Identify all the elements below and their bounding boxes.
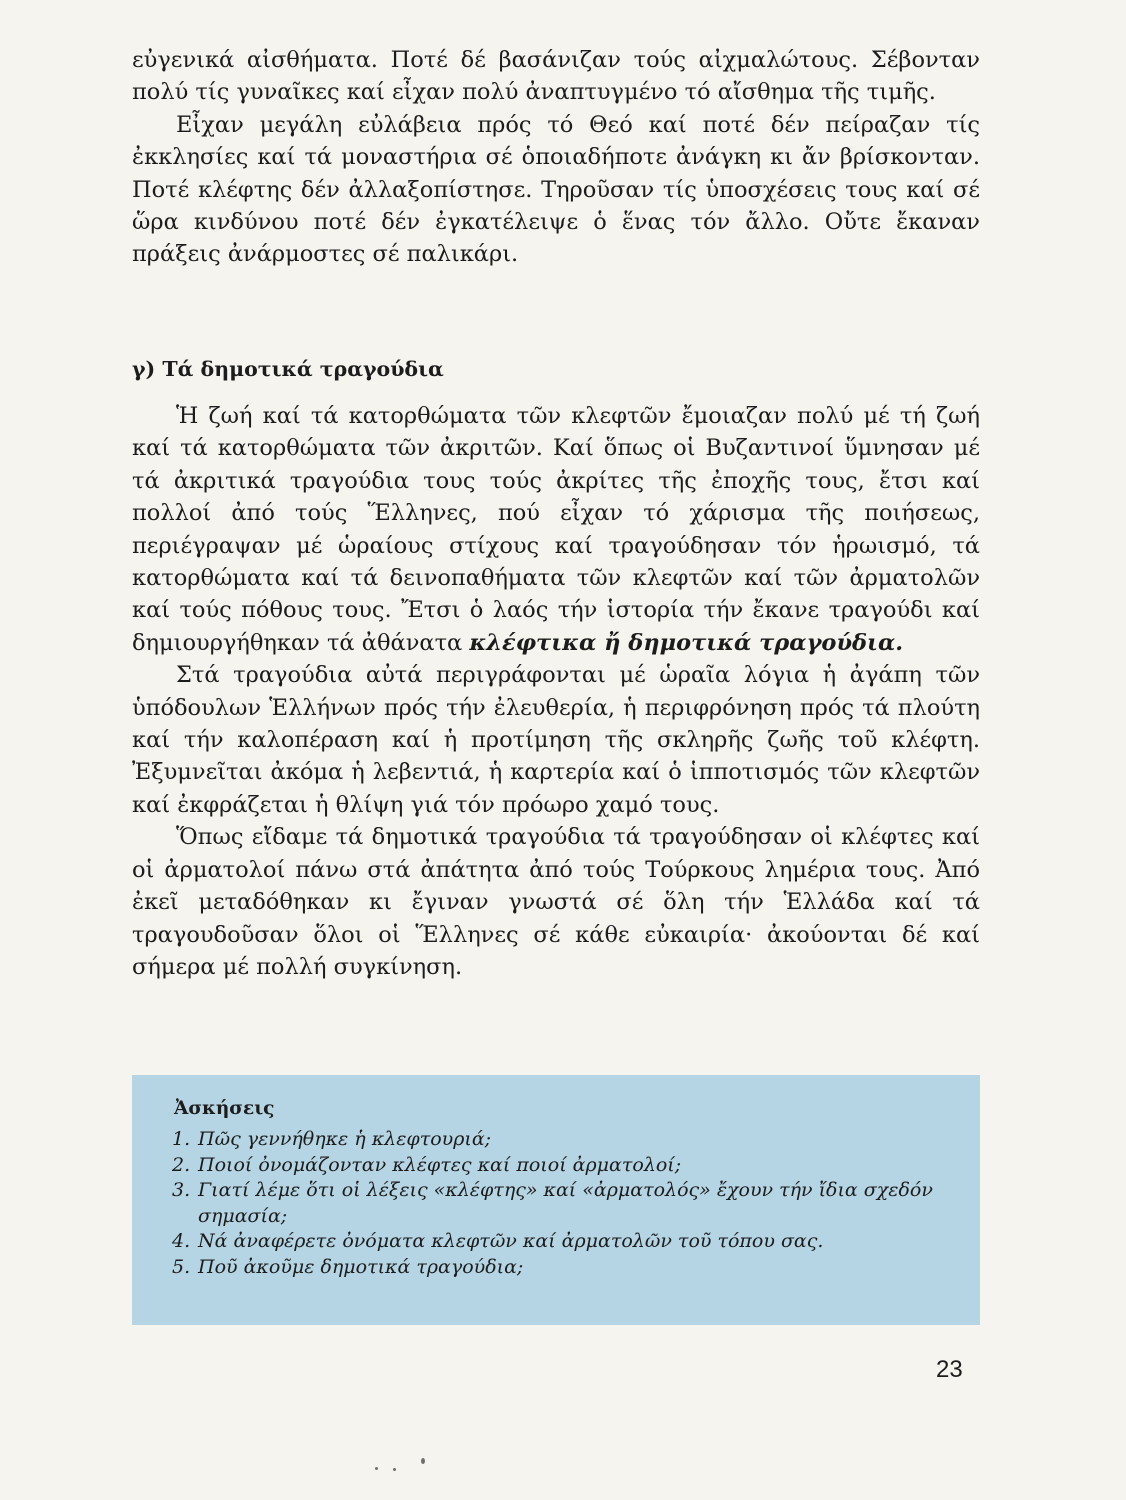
intro-paragraph: Εἶχαν μεγάλη εὐλάβεια πρός τό Θεό καί ποτέ δέν πείραζαν τίς ἐκκλησίες καί τά μοναστήρια σέ ὁποιαδήποτε ἀνάγκη κι ἄν βρίσκονταν. Ποτέ κλέφτης δέν ἀλλαξοπίστησε. Τηροῦσαν τίς ὑποσχέσεις τους καί σέ ὥρα κινδύνου ποτέ δέν ἐγκατέλειψε ὁ ἕνας τόν ἄλλο. Οὔτε ἔκαναν πράξεις ἀνάρμοστες σέ παλικάρι. [132,111,980,268]
exercise-text: Γιατί λέμε ὅτι οἱ λέξεις «κλέφτης» καί «ἀρματολός» ἔχουν τήν ἴδια σχεδόν σημασία; [198,1179,933,1227]
exercise-number: 2. [172,1153,191,1176]
page-number: 23 [936,1356,963,1383]
exercise-text: Πῶς γεννήθηκε ἡ κλεφτουριά; [198,1128,492,1150]
exercise-list [172,1127,962,1280]
print-speck [421,1458,425,1464]
section-paragraph [132,400,980,659]
section-paragraph: Στά τραγούδια αὐτά περιγράφονται μέ ὡραῖα λόγια ἡ ἀγάπη τῶν ὑπόδουλων Ἑλλήνων πρός τήν ἐλευθερία, ἡ περιφρόνηση πρός τά πλούτη καί τήν καλοπέραση καί ἡ προτίμηση τῆς σκληρῆς ζωῆς τοῦ κλέφτη. Ἐξυμνεῖται ἀκόμα ἡ λεβεντιά, ἡ καρτερία καί ὁ ἱπποτισμός τῶν κλεφτῶν καί ἐκφράζεται ἡ θλίψη γιά τόν πρόωρο χαμό τους. [132,662,980,818]
intro-paragraph: εὐγενικά αἰσθήματα. Ποτέ δέ βασάνιζαν τούς αἰχμαλώτους. Σέβονταν πολύ τίς γυναῖκες καί εἶχαν πολύ ἀναπτυγμένο τό αἴσθημα τῆς τιμῆς. [132,47,980,106]
exercise-item [172,1127,962,1153]
section-text [132,400,980,983]
print-speck [375,1467,378,1470]
exercise-number: 5. [172,1255,191,1278]
section-paragraph: Ὅπως εἴδαμε τά δημοτικά τραγούδια τά τραγούδησαν οἱ κλέφτες καί οἱ ἀρματολοί πάνω στά ἀπάτητα ἀπό τούς Τούρκους λημέρια τους. Ἀπό ἐκεῖ μεταδόθηκαν κι ἔγιναν γνωστά σέ ὅλη τήν Ἑλλάδα καί τά τραγουδοῦσαν ὅλοι οἱ Ἕλληνες σέ κάθε εὐκαιρία· ἀκούονται δέ καί σήμερα μέ πολλή συγκίνηση. [132,824,980,980]
exercise-item [172,1255,962,1281]
section-heading: γ) Τά δημοτικά τραγούδια [132,357,444,381]
emphasized-term: κλέφτικα ἤ δημοτικά τραγούδια. [469,629,904,656]
exercises-box [132,1075,980,1325]
exercise-text: Νά ἀναφέρετε ὀνόματα κλεφτῶν καί ἀρματολῶν τοῦ τόπου σας. [198,1230,824,1252]
print-speck [393,1468,396,1471]
exercise-item [172,1229,962,1255]
exercise-text: Ποιοί ὀνομάζονταν κλέφτες καί ποιοί ἀρματολοί; [198,1153,682,1176]
exercise-number: 4. [172,1230,191,1252]
exercise-item [172,1178,962,1229]
exercise-number: 1. [172,1128,191,1150]
exercise-item [172,1153,962,1179]
exercise-number: 3. [172,1179,191,1201]
exercises-title: Ἀσκήσεις [174,1098,275,1119]
paragraph-text: Ἡ ζωή καί τά κατορθώματα τῶν κλεφτῶν ἔμοιαζαν πολύ μέ τή ζωή καί τά κατορθώματα τῶν ἀκριτῶν. Καί ὅπως οἱ Βυζαντινοί ὕμνησαν μέ τά ἀκριτικά τραγούδια τους τούς ἀκρίτες τῆς ἐποχῆς τους, ἔτσι καί πολλοί ἀπό τούς Ἕλληνες, πού εἶχαν τό χάρισμα τῆς ποιήσεως, περιέγραψαν μέ ὡραίους στίχους καί τραγούδησαν τόν ἡρωισμό, τά κατορθώματα καί τά δεινοπαθήματα τῶν κλεφτῶν καί τῶν ἀρματολῶν καί τούς πόθους τους. Ἔτσι ὁ λαός τήν ἱστορία τήν ἔκανε τραγούδι καί δημιουργήθηκαν τά ἀθάνατα [132,403,980,656]
intro-text [132,44,980,271]
exercise-text: Ποῦ ἀκοῦμε δημοτικά τραγούδια; [198,1255,524,1278]
